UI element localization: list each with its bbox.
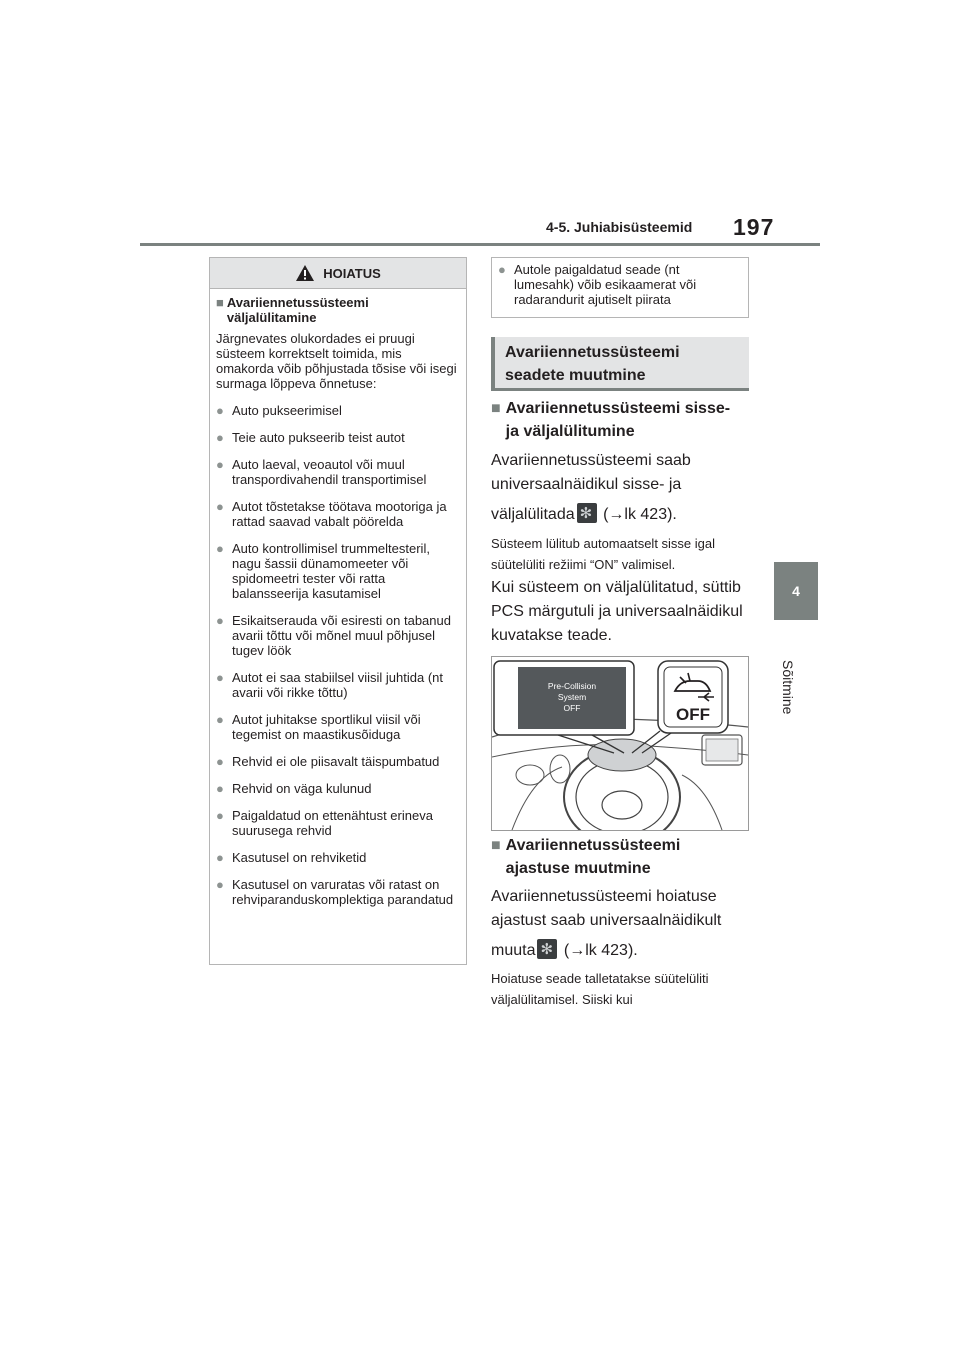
settings-gear-icon: [537, 939, 557, 959]
warning-list-item: ● Esikaitserauda või esiresti on tabanud avarii tõttu või mõnel muul põhjusel tugev löök: [216, 613, 451, 658]
square-bullet-icon: ■: [491, 837, 501, 854]
bullet-dot-icon: ●: [216, 430, 224, 445]
dashboard-illustration: [491, 656, 749, 831]
warning-list-item: ● Autot ei saa stabiilsel viisil juhtida (nt avarii või rikke tõttu): [216, 670, 443, 700]
bullet-dot-icon: ●: [216, 541, 224, 556]
paragraph-indicator: Kui süsteem on väljalülitatud, süttib PCS märgutuli ja universaalnäidikul kuvatakse teade.: [491, 579, 743, 644]
warning-list-item: ● Autot tõstetakse töötava mootoriga ja rattad saavad vabalt pöörelda: [216, 499, 447, 529]
paragraph-toggle: Avariiennetussüsteemi saab universaalnäidikul sisse- ja väljalülitada✻ (→lk 423).: [491, 449, 753, 527]
chapter-label: Sõitmine: [780, 660, 796, 715]
cockpit-drawing: [492, 657, 748, 830]
warning-intro: Järgnevates olukordades ei pruugi süsteem korrektselt toimida, mis omakorda võib põhjustada tõsise või isegi surmaga lõppeva õnnetuse:: [216, 331, 457, 391]
warning-title: ■ Avariiennetussüsteemi väljalülitamine: [216, 295, 369, 325]
display-line-3: OFF: [563, 703, 581, 713]
warning-list-item: ● Rehvid ei ole piisavalt täispumbatud: [216, 754, 440, 769]
chapter-number: 4: [792, 583, 800, 599]
display-line-2: System: [557, 692, 587, 702]
warning-list-item: ● Auto laeval, veoautol või muul transpordivahendil transportimisel: [216, 457, 427, 487]
bullet-dot-icon: ●: [216, 457, 224, 472]
warning-box: [209, 257, 467, 965]
bullet-dot-icon: ●: [216, 670, 224, 685]
warning-list-item: ● Auto pukseerimisel: [216, 403, 342, 418]
square-bullet-icon: ■: [491, 400, 501, 417]
square-bullet-icon: ■: [216, 295, 224, 310]
header-rule: [140, 243, 820, 246]
bullet-dot-icon: ●: [216, 499, 224, 514]
section-header: 4-5. Juhiabisüsteemid: [546, 219, 693, 235]
note-box: [491, 257, 749, 318]
page-number: 197: [733, 214, 775, 240]
warning-list-item: ● Paigaldatud on ettenähtust erineva suurusega rehvid: [216, 808, 433, 838]
warning-header: [210, 258, 466, 289]
warning-list-item: ● Auto kontrollimisel trummeltesteril, nagu šassii dünamomeeter või spidomeetri tester või ratta balansseerija kasutamisel: [216, 541, 430, 601]
warning-list-item: ● Autot juhitakse sportlikul viisil või tegemist on maastikusõiduga: [216, 712, 421, 742]
note-auto-on: Süsteem lülitub automaatselt sisse igal süütelüliti režiimi “ON” valimisel.: [491, 536, 716, 572]
bullet-dot-icon: ●: [216, 613, 224, 628]
subsection-title-timing: ■ Avariiennetussüsteemi ajastuse muutmine: [491, 834, 751, 880]
warning-list-item: ● Rehvid on väga kulunud: [216, 781, 372, 796]
bullet-dot-icon: ●: [498, 262, 506, 277]
warning-list-item: ● Kasutusel on varuratas või ratast on rehviparanduskomplektiga parandatud: [216, 877, 454, 907]
warning-list: [216, 403, 458, 907]
bullet-dot-icon: ●: [216, 781, 224, 796]
bullet-dot-icon: ●: [216, 808, 224, 823]
bullet-dot-icon: ●: [216, 754, 224, 769]
subsection-title-toggle: ■ Avariiennetussüsteemi sisse- ja väljalülitumine: [491, 397, 751, 443]
warning-triangle-icon: [295, 264, 315, 282]
indicator-off-text: OFF: [676, 705, 710, 724]
warning-list-item: ● Teie auto pukseerib teist autot: [216, 430, 405, 445]
paragraph-timing: Avariiennetussüsteemi hoiatuse ajastust saab universaalnäidikult muuta✻ (→lk 423).: [491, 885, 753, 963]
warning-heading: HOIATUS: [323, 265, 381, 281]
section-heading: Avariiennetussüsteemi seadete muutmine: [491, 337, 749, 391]
bullet-dot-icon: ●: [216, 712, 224, 727]
settings-gear-icon: [577, 503, 597, 523]
warning-list-item: ● Kasutusel on rehviketid: [216, 850, 367, 865]
bullet-dot-icon: ●: [216, 850, 224, 865]
display-line-1: Pre-Collision: [547, 681, 597, 691]
note-timing-saved: Hoiatuse seade talletatakse süütelüliti väljalülitamisel. Siiski kui: [491, 971, 709, 1007]
note-text: Autole paigaldatud seade (nt lumesahk) võib esikaamerat või radarandurit ajutiselt piirata: [514, 262, 697, 307]
chapter-tab: [774, 562, 818, 620]
bullet-dot-icon: ●: [216, 877, 224, 892]
bullet-dot-icon: ●: [216, 403, 224, 418]
